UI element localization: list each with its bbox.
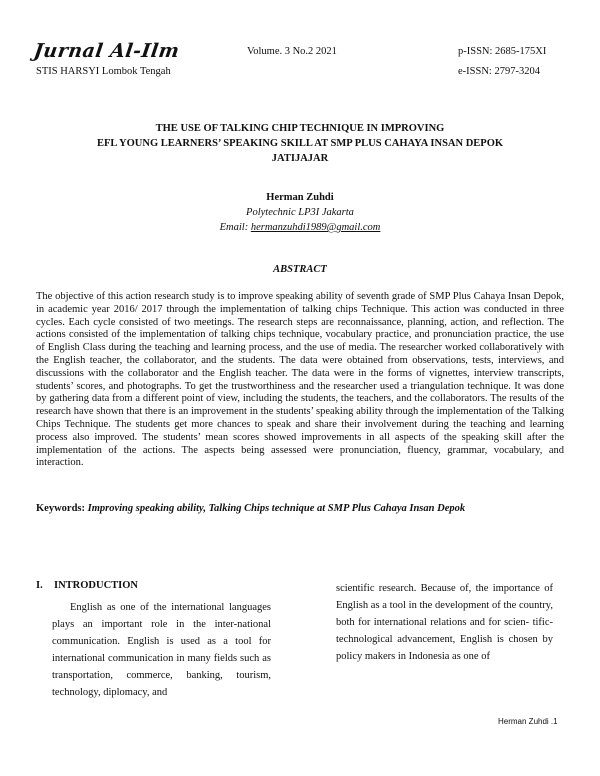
publisher: STIS HARSYI Lombok Tengah (36, 66, 171, 77)
e-issn: e-ISSN: 2797-3204 (458, 66, 540, 77)
title-line-2: EFL YOUNG LEARNERS’ SPEAKING SKILL AT SMP PLUS CAHAYA INSAN DEPOK (96, 138, 504, 149)
page-footer: Herman Zuhdi .1 (498, 717, 558, 726)
paper-title (40, 121, 560, 166)
abstract-heading: ABSTRACT (273, 264, 327, 275)
section-number: I. (36, 580, 43, 591)
p-issn: p-ISSN: 2685-175XI (458, 46, 547, 57)
email-label: Email: (219, 222, 251, 233)
intro-column-right: scientific research. Because of, the importance of English as a tool in the development of the country, both for international relations and for scien- tific-technological advancement, English is chosen by policy makers in Indonesia as one of (336, 583, 553, 662)
keywords-line (36, 503, 576, 514)
keywords-text: Improving speaking ability, Talking Chips technique at SMP Plus Cahaya Insan Depok (87, 503, 466, 514)
abstract-text: The objective of this action research study is to improve speaking ability of seventh grade of SMP Plus Cahaya Insan Depok, in academic year 2016/ 2017 through the implementation of talking chips Technique. This action was conducted in three cycles. Each cycle consisted of two meetings. The research steps are reconnaissance, planning, action, and reflection. The actions consisted of the implementation of talking chips technique, vocabulary practice, and pronunciation practice, the use of English Class during the teaching and learning process, and the use of media. The researcher worked collaboratively with the English teacher, the collaborator, and the students. The data were obtained from observations, tests, interviews, and discussions with the collaborator and the English teacher. The data were in the forms of vignettes, interview transcripts, students’ scores, and photographs. To get the trustworthiness and the researcher used a triangulation technique. It was done by gathering data from a different point of view, including the students, the teachers, and the collaborators. The results of the research have shown that there is an improvement in the students’ speaking ability through the implementation of the Talking Chips Technique. The students get more chances to speak and share their involvement during the teaching and learning process also improved. The students’ mean scores showed improvements in all aspects of the speaking skill after the implementation of the actions. The aspects being assessed were pronunciation, fluency, grammar, vocabulary, and interaction. (36, 291, 564, 469)
author-email (0, 222, 600, 233)
intro-column-left: English as one of the international languages plays an important role in the inter-national communication. English is used as a tool for international communication in many fields such as transportation, commerce, banking, tourism, technology, diplomacy, and (52, 602, 271, 698)
section-heading-introduction (36, 580, 138, 591)
title-line-3: JATIJAJAR (271, 153, 329, 164)
section-title: INTRODUCTION (54, 580, 139, 591)
author-name: Herman Zuhdi (266, 192, 334, 203)
author-affiliation: Polytechnic LP3I Jakarta (246, 207, 354, 218)
email-link[interactable]: hermanzuhdi1989@gmail.com (250, 222, 381, 233)
journal-name: Jurnal Al-Ilm (32, 40, 181, 62)
keywords-label: Keywords: (36, 503, 85, 514)
volume-info: Volume. 3 No.2 2021 (247, 46, 337, 57)
title-line-1: THE USE OF TALKING CHIP TECHNIQUE IN IMPROVING (155, 123, 445, 134)
